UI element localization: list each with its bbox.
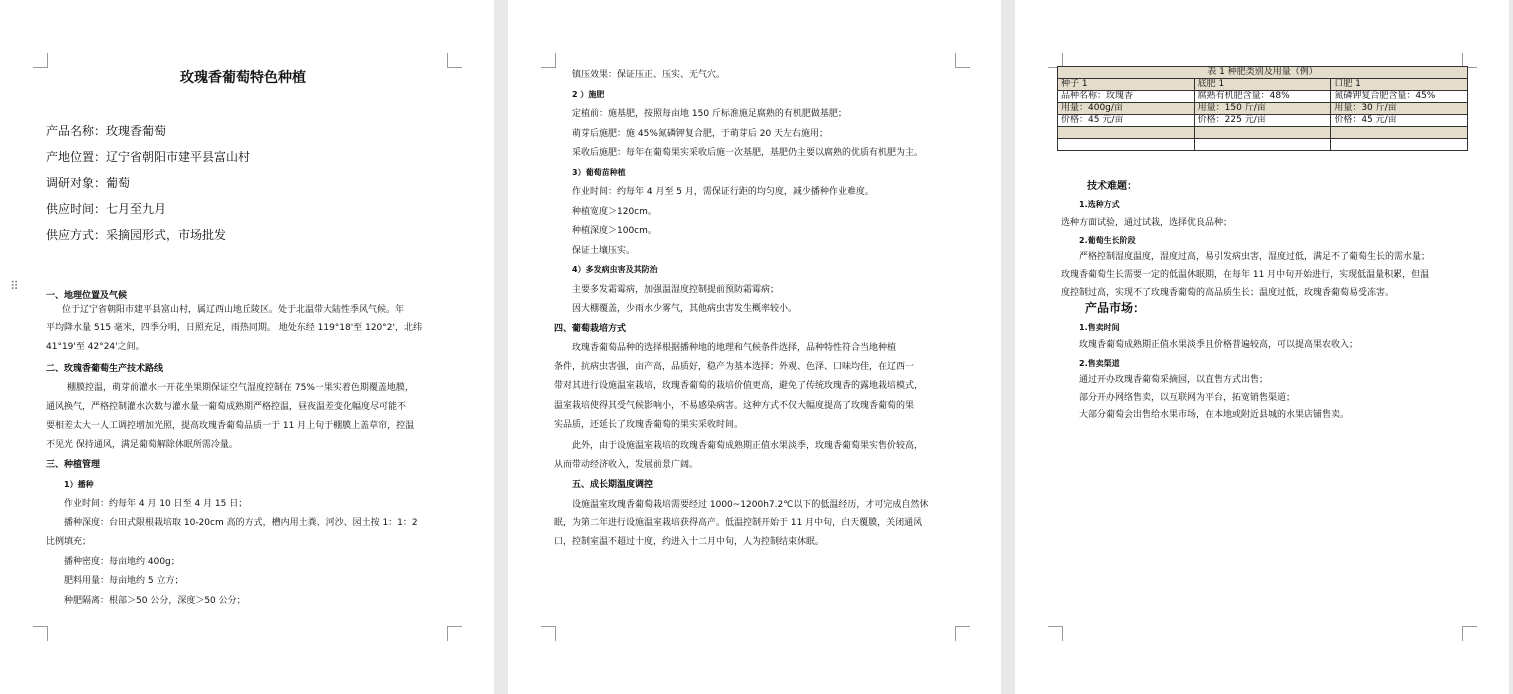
subsection-heading: 3）葡萄苗种植 [572,168,626,177]
table-cell: 品种名称：玫瑰香 [1058,91,1195,103]
paragraph-line: 播种密度：每亩地约 400g； [64,557,180,567]
table-cell: 用量：400g/亩 [1058,103,1195,115]
paragraph-line: 大部分葡萄会出售给水果市场，在本地或附近县城的水果店铺售卖。 [1079,410,1350,420]
paragraph-line: 主要多发霜霉病，加强温湿度控制提前预防霜霉病； [572,285,780,295]
paragraph-line: 棚膜控温，萌芽前灌水一开花坐果期保证空气湿度控制在 75%一果实着色期覆盖地膜， [67,383,414,393]
table-row [1058,103,1468,115]
margin-mark [33,53,48,68]
fertilizer-table [1057,66,1468,151]
table-cell [1194,139,1331,151]
paragraph-line: 作业时间：约每年 4 月 10 日至 4 月 15 日； [64,499,248,509]
table-row [1058,91,1468,103]
table-cell [1058,139,1195,151]
table-row [1058,139,1468,151]
document-page-3 [1015,0,1509,694]
margin-mark [447,626,462,641]
drag-handle-icon[interactable]: ⠿ [10,279,20,293]
paragraph-line: 保证土壤压实。 [572,246,636,256]
paragraph-line: 从而带动经济收入，发展前景广阔。 [554,460,699,470]
subsection-heading: 1.选种方式 [1079,200,1120,209]
paragraph-line: 因大棚覆盖，少雨水少雾气，其他病虫害发生概率较小。 [572,304,798,314]
margin-mark [1462,626,1477,641]
subsection-heading: 1.售卖时间 [1079,323,1120,332]
meta-line: 供应方式：采摘园形式，市场批发 [46,228,227,242]
margin-mark [541,53,556,68]
meta-line: 产品名称：玫瑰香葡萄 [46,124,167,138]
paragraph-line: 温室栽培使得其受气候影响小，不易感染病害。这种方式不仅大幅度提高了玫瑰香葡萄的果 [554,401,915,411]
paragraph-line: 作业时间：约每年 4 月至 5 月，需保证行距的均匀度，减少播种作业难度。 [572,187,874,197]
paragraph-line: 通风换气，严格控制灌水次数与灌水量一葡萄成熟期严格控温，昼夜温差变化幅度尽可能不 [46,402,407,412]
paragraph-line: 种肥隔离：根部＞50 公分，深度＞50 公分； [64,596,246,606]
paragraph-line: 要相差太大一人工调控增加光照，提高玫瑰香葡萄品质一于 11 月上旬于棚膜上盖草帘，控温 [46,421,415,431]
table-cell [1331,139,1468,151]
section-heading: 技术难题： [1087,181,1137,192]
margin-mark [541,626,556,641]
paragraph-line: 定植前：施基肥，按照每亩地 150 斤标准施足腐熟的有机肥做基肥； [572,109,847,119]
subsection-heading: 2.售卖渠道 [1079,359,1120,368]
paragraph-line: 比例填充； [46,537,92,547]
paragraph-line: 选种方面试验，通过试栽，选择优良品种； [1061,218,1233,228]
table-cell: 底肥 1 [1194,79,1331,91]
paragraph-line: 肥料用量：每亩地约 5 立方； [64,576,184,586]
table-row [1058,127,1468,139]
margin-mark [447,53,462,68]
paragraph-line: 度控制过高，实现不了玫瑰香葡萄的高品质生长；温度过低，玫瑰香葡萄易受冻害。 [1061,288,1395,298]
document-page-2 [508,0,1001,694]
table-cell: 腐熟有机肥含量：48% [1194,91,1331,103]
section-heading: 四、葡萄栽培方式 [554,324,627,334]
table-cell: 用量：30 斤/亩 [1331,103,1468,115]
subsection-heading: 2 ）施肥 [572,90,605,99]
paragraph-line: 玫瑰香葡萄生长需要一定的低温休眠期，在每年 11 月中旬开始进行，实现低温量积累，但温 [1061,270,1430,280]
meta-line: 供应时间：七月至九月 [46,202,167,216]
table-cell [1331,127,1468,139]
paragraph-line: 实品质，还延长了玫瑰香葡萄的果实采收时间。 [554,420,744,430]
margin-mark [33,626,48,641]
table-row [1058,115,1468,127]
table-cell: 种子 1 [1058,79,1195,91]
section-heading: 二、玫瑰香葡萄生产技术路线 [46,364,164,374]
section-heading: 一、地理位置及气候 [46,291,128,301]
paragraph-line: 41°19'至 42°24'之间。 [46,342,145,352]
paragraph-line: 玫瑰香葡萄成熟期正值水果淡季且价格普遍较高，可以提高果农收入； [1079,340,1359,350]
document-page-1 [0,0,494,694]
paragraph-line: 种植深度＞100cm。 [572,226,657,236]
paragraph-line: 镇压效果：保证压正、压实、无气穴。 [572,70,726,80]
paragraph-line: 部分开办网络售卖，以互联网为平台，拓宽销售渠道； [1079,393,1296,403]
paragraph-line: 玫瑰香葡萄品种的选择根据播种地的地理和气候条件选择，品种特性符合当地种植 [572,343,897,353]
paragraph-line: 严格控制湿度温度，湿度过高，易引发病虫害，湿度过低，满足不了葡萄生长的需水量； [1079,252,1431,262]
meta-line: 调研对象：葡萄 [46,176,131,190]
section-heading: 五、成长期温度调控 [572,480,654,490]
paragraph-line: 不见光 保持通风，满足葡萄解除休眠所需冷量。 [46,440,238,450]
section-heading: 三、种植管理 [46,460,101,470]
table-cell: 价格：45 元/亩 [1331,115,1468,127]
paragraph-line: 萌芽后施肥：施 45%氮磷钾复合肥，于萌芽后 20 天左右施用； [572,129,829,139]
paragraph-line: 位于辽宁省朝阳市建平县富山村，属辽西山地丘陵区。处于北温带大陆性季风气候。年 [62,305,405,315]
document-title: 玫瑰香葡萄特色种植 [180,70,306,86]
table-cell: 用量：150 斤/亩 [1194,103,1331,115]
paragraph-line: 种植宽度＞120cm。 [572,207,657,217]
paragraph-line: 口，控制室温不超过十度，约进入十二月中旬，人为控制结束休眠。 [554,537,825,547]
table-cell: 氮磷钾复合肥含量：45% [1331,91,1468,103]
table-cell [1194,127,1331,139]
table-cell: 价格：45 元/亩 [1058,115,1195,127]
section-heading: 产品市场： [1085,301,1146,315]
subsection-heading: 4）多发病虫害及其防治 [572,265,658,274]
paragraph-line: 播种深度：台田式限根栽培取 10-20cm 高的方式，槽内用土粪、河沙、园土按 1：1：2 [64,518,418,528]
paragraph-line: 采收后施肥：每年在葡萄果实采收后施一次基肥，基肥仍主要以腐熟的优质有机肥为主。 [572,148,924,158]
paragraph-line: 条件，抗病虫害强，亩产高，品质好，稳产为基本选择；外观、色泽、口味均佳，在辽西一 [554,362,915,372]
subsection-heading: 1）播种 [64,480,94,489]
table-cell [1058,127,1195,139]
paragraph-line: 带对其进行设施温室栽培，玫瑰香葡萄的栽培价值更高，避免了传统玫瑰香的露地栽培模式， [554,381,924,391]
table-caption: 表 1 种肥类别及用量（例） [1058,67,1468,79]
margin-mark [1048,626,1063,641]
subsection-heading: 2.葡萄生长阶段 [1079,236,1136,245]
paragraph-line: 设施温室玫瑰香葡萄栽培需要经过 1000~1200h7.2℃以下的低温经历，才可完成自然休 [572,500,929,510]
paragraph-line: 平均降水量 515 毫米，四季分明，日照充足，雨热同期。 地处东经 119°18'至 120°2'，北纬 [46,323,422,333]
margin-mark [955,53,970,68]
margin-mark [955,626,970,641]
paragraph-line: 此外，由于设施温室栽培的玫瑰香葡萄成熟期正值水果淡季，玫瑰香葡萄果实售价较高， [572,441,924,451]
paragraph-line: 通过开办玫瑰香葡萄采摘园，以直售方式出售； [1079,375,1269,385]
table-row [1058,79,1468,91]
meta-line: 产地位置：辽宁省朝阳市建平县富山村 [46,150,251,164]
table-cell: 口肥 1 [1331,79,1468,91]
paragraph-line: 眠，为第二年进行设施温室栽培获得高产。低温控制开始于 11 月中旬，白天覆膜，关闭通风 [554,518,923,528]
table-cell: 价格：225 元/亩 [1194,115,1331,127]
